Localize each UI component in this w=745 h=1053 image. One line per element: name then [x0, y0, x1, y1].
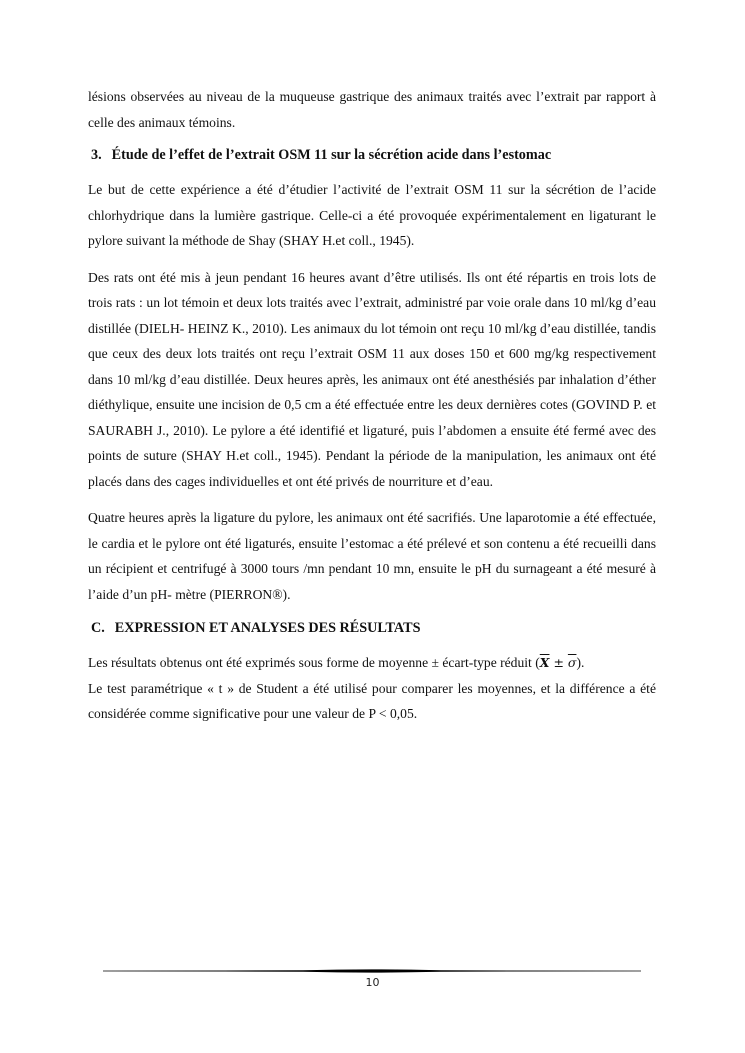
section-3-title: Étude de l’effet de l’extrait OSM 11 sur la sécrétion acide dans l’estomac: [111, 147, 552, 163]
paragraph-rats: Des rats ont été mis à jeun pendant 16 heures avant d’être utilisés. Ils ont été répartis en trois lots de trois rats : un lot témoin et deux lots traités avec l’extrait, administré par voie orale dans 10 ml/kg d’eau distillée (DIELH- HEINZ K., 2010). Les animaux du lot témoin ont reçu 10 ml/kg d’eau distillée, tandis que ceux des deux lots traités ont reçu l’extrait OSM 11 aux doses 150 et 600 mg/kg respectivement dans 10 ml/kg d’eau distillée. Deux heures après, les animaux ont été anesthésiés par inhalation d’éther diéthylique, ensuite une incision de 0,5 cm a été effectuée entre les deux dernières cotes (GOVIND P. et SAURABH J., 2010). Le pylore a été identifié et ligaturé, puis l’abdomen a ensuite été fermé avec des points de suture (SHAY H.et coll., 1945). Pendant la période de la manipulation, les animaux ont été placés dans des cages individuelles et ont été privés de nourriture et d’eau.: [88, 269, 656, 489]
mean-symbol: $\overline{X}$: [539, 655, 550, 670]
paragraph-results: [88, 650, 656, 676]
paragraph-test: Le test paramétrique « t » de Student a été utilisé pour comparer les moyennes, et la différence a été considérée comme significative pour une valeur de P < 0,05.: [88, 680, 656, 721]
paragraph-goal: Le but de cette expérience a été d’étudier l’activité de l’extrait OSM 11 sur la sécrétion de l’acide chlorhydrique dans la lumière gastrique. Celle-ci a été provoquée expérimentalement en ligaturant le pylore suivant la méthode de Shay (SHAY H.et coll., 1945).: [88, 182, 656, 248]
paragraph-sacrifice: Quatre heures après la ligature du pylore, les animaux ont été sacrifiés. Une laparotomie a été effectuée, le cardia et le pylore ont été ligaturés, ensuite l’estomac a été prélevé et son contenu a été recueilli dans un récipient et centrifugé à 3000 tours /mn pendant 10 mn, ensuite le pH du surnageant a été mesuré à l’aide d’un pH- mètre (PIERRON®).: [88, 510, 656, 602]
section-3-number: 3.: [91, 147, 102, 163]
sigma-symbol: $\overline{\sigma}$: [567, 655, 577, 670]
paragraph-intro: lésions observées au niveau de la muqueuse gastrique des animaux traités avec l’extrait par rapport à celle des animaux témoins.: [88, 89, 656, 130]
results-text: Les résultats obtenus ont été exprimés sous forme de moyenne ± écart-type réduit (: [88, 655, 540, 670]
results-close: ).: [576, 655, 585, 670]
plus-minus: ±: [549, 655, 568, 670]
page-number: 10: [365, 976, 380, 989]
section-c-letter: C.: [91, 620, 105, 636]
section-c-title: EXPRESSION ET ANALYSES DES RÉSULTATS: [114, 620, 421, 636]
section-3-heading: [88, 143, 656, 168]
section-c-heading: [88, 616, 656, 641]
page-body: [88, 84, 656, 727]
